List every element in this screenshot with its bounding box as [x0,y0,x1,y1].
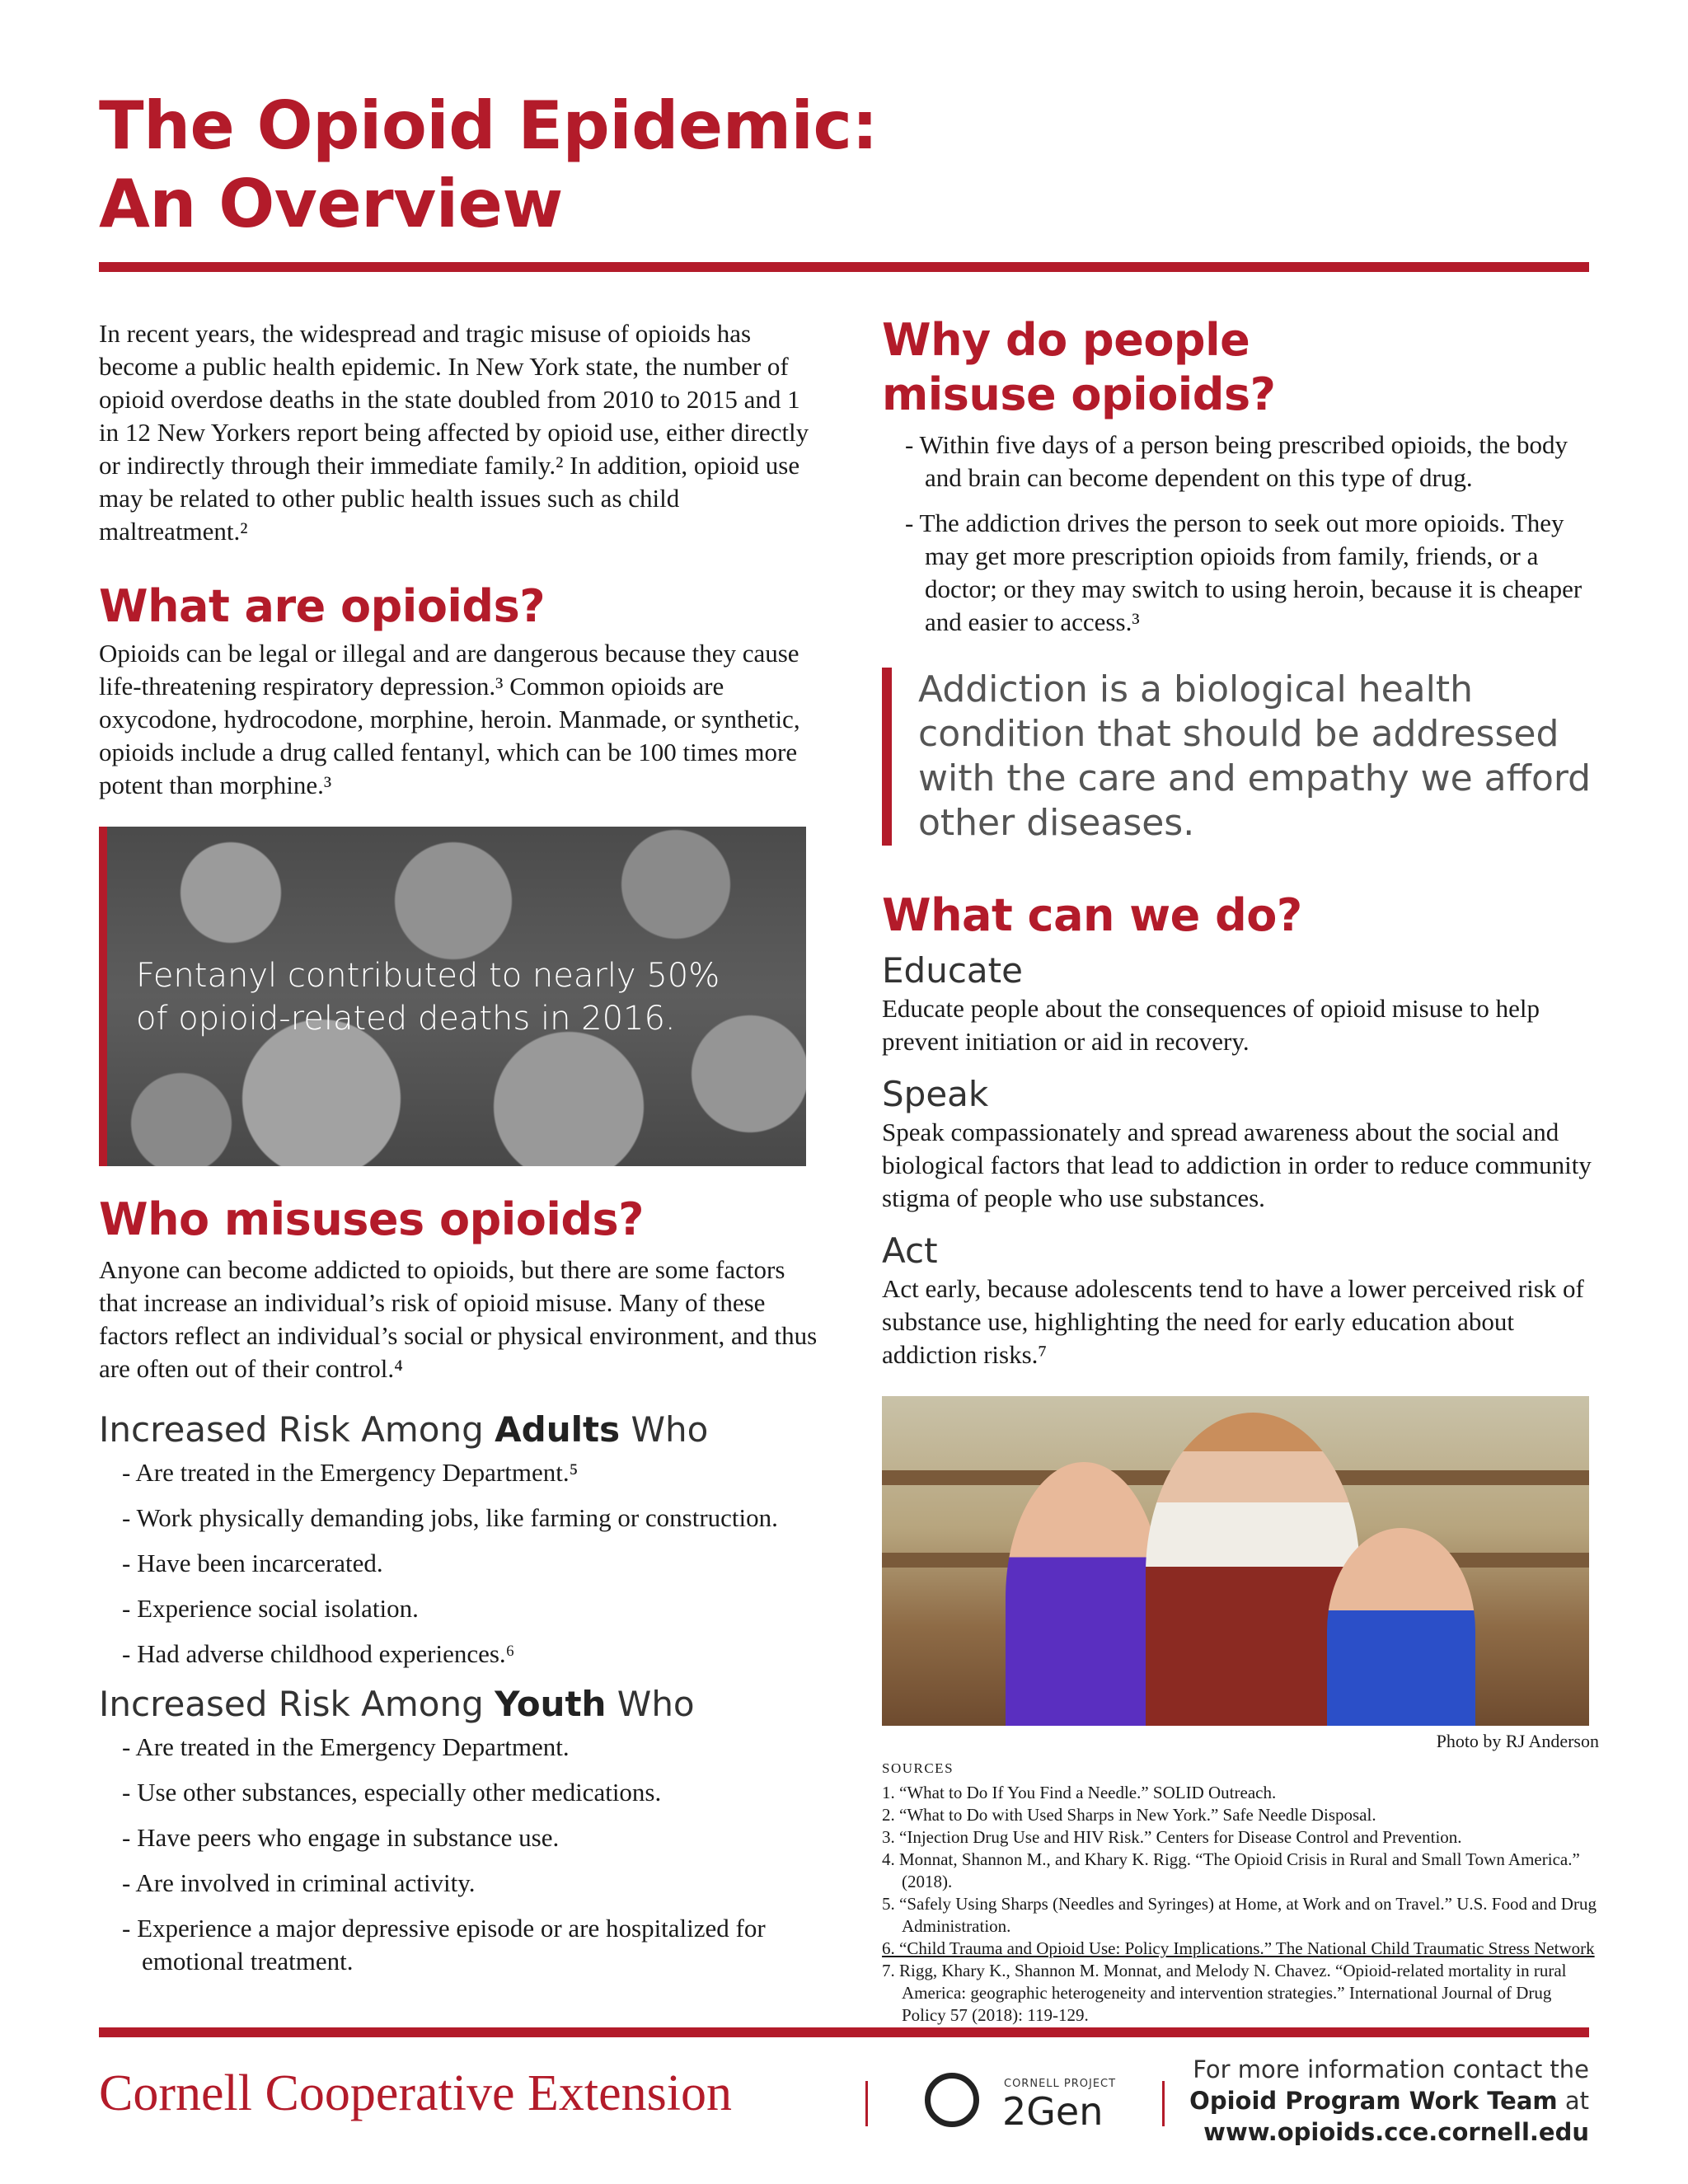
girl-left [1006,1462,1162,1726]
2gen-logo [925,2064,1131,2139]
contact-info [1189,2054,1589,2148]
list-item: - Are involved in criminal activity. [99,1867,824,1900]
act-subheading: Act [882,1230,938,1271]
caption-line-1: Fentanyl contributed to nearly 50% [136,957,720,995]
footer-divider [1162,2081,1165,2126]
2gen-small-text: CORNELL PROJECT [1004,2078,1117,2090]
adults-risk-heading [99,1408,824,1451]
why-heading-line-2: misuse opioids? [882,368,1276,420]
source-item: 1. “What to Do If You Find a Needle.” SOLID Outreach. [882,1783,1277,1802]
source-item[interactable]: 6. “Child Trauma and Opioid Use: Policy Implications.” The National Child Traumatic Stress Network [882,1938,1595,1958]
youth-heading-suffix: Who [606,1684,695,1724]
contact-team: Opioid Program Work Team [1189,2087,1558,2115]
why-heading-line-1: Why do people [882,314,1250,366]
list-item: - Are treated in the Emergency Department. [99,1731,824,1764]
source-item: 3. “Injection Drug Use and HIV Risk.” Centers for Disease Control and Prevention. [882,1827,1462,1847]
left-column [99,317,824,1990]
girl-right [1327,1528,1475,1726]
list-item: - Within five days of a person being prescribed opioids, the body and brain can become dependent on this type of drug. [882,429,1599,494]
2gen-circle-icon [925,2073,979,2127]
caption-line-2: of opioid-related deaths in 2016. [136,1000,676,1038]
educate-body: Educate people about the consequences of opioid misuse to help prevent initiation or aid in recovery. [882,994,1540,1056]
why-misuse-list [882,429,1599,639]
list-item: - Have peers who engage in substance use. [99,1821,824,1854]
pills-photo-caption [136,954,720,1040]
list-item: - Work physically demanding jobs, like farming or construction. [99,1502,824,1535]
title-line-2: An Overview [99,166,563,242]
speak-subheading: Speak [882,1074,989,1114]
footer-divider [865,2081,868,2126]
pull-quote: Addiction is a biological health condition that should be addressed with the care and empathy we afford other diseases. [882,668,1599,846]
who-misuses-body: Anyone can become addicted to opioids, but there are some factors that increase an individual’s risk of opioid misuse. Many of these factors reflect an individual’s social or physical environment, and thus are often out of their control.⁴ [99,1255,818,1383]
adults-heading-bold: Adults [495,1409,621,1450]
title-line-1: The Opioid Epidemic: [99,87,878,164]
intro-paragraph: In recent years, the widespread and tragic misuse of opioids has become a public health epidemic. In New York state, the number of opioid overdose deaths in the state doubled from 2010 to 2015 and 1 in 12 New Yorkers report being affected by opioid use, either directly or indirectly through their immediate family.² In addition, opioid use may be related to other public health issues such as child maltreatment.² [99,319,809,546]
list-item: - Are treated in the Emergency Department.⁵ [99,1456,824,1489]
contact-at: at [1557,2087,1589,2115]
adults-risk-list [99,1456,824,1671]
list-item: - Experience a major depressive episode or are hospitalized for emotional treatment. [99,1912,824,1978]
why-misuse-heading [882,313,1599,422]
sources-heading: SOURCES [882,1760,954,1776]
list-item: - Experience social isolation. [99,1592,824,1625]
list-item: - Have been incarcerated. [99,1547,824,1580]
adults-heading-prefix: Increased Risk Among [99,1409,495,1450]
library-photo [882,1396,1589,1726]
who-misuses-heading: Who misuses opioids? [99,1193,644,1245]
footer-rule [99,2027,1589,2037]
list-item: - Had adverse childhood experiences.⁶ [99,1638,824,1671]
youth-heading-prefix: Increased Risk Among [99,1684,495,1724]
page-title [99,87,1418,243]
list-item: - The addiction drives the person to seek out more opioids. They may get more prescription opioids from family, friends, or a doctor; or they may switch to using heroin, because it is cheaper and easier to access.³ [882,507,1599,639]
educate-subheading: Educate [882,950,1023,991]
contact-line-1: For more information contact the [1193,2055,1589,2083]
sources-list [882,1782,1599,2027]
what-can-we-do-heading: What can we do? [882,889,1302,941]
speak-body: Speak compassionately and spread awareness about the social and biological factors that lead to addiction in order to reduce community stigma of people who use substances. [882,1118,1592,1212]
source-item: 5. “Safely Using Sharps (Needles and Syringes) at Home, at Work and on Travel.” U.S. Food and Drug Administration. [882,1894,1597,1936]
youth-risk-heading [99,1683,824,1726]
youth-heading-bold: Youth [495,1684,607,1724]
cornell-cooperative-extension-logo: Cornell Cooperative Extension [99,2065,732,2121]
what-are-opioids-heading: What are opioids? [99,580,546,632]
source-item: 4. Monnat, Shannon M., and Khary K. Rigg. “The Opioid Crisis in Rural and Small Town America.” (2018). [882,1849,1580,1891]
2gen-big-text: 2Gen [1002,2089,1104,2134]
right-column [882,313,1599,2027]
photo-credit: Photo by RJ Anderson [1436,1731,1599,1751]
source-item: 7. Rigg, Khary K., Shannon M. Monnat, and Melody N. Chavez. “Opioid-related mortality in rural America: geographic heterogeneity and intervention strategies.” International Journal of Drug Policy 57 (2018): 119-129. [882,1961,1567,2025]
header-rule [99,262,1589,272]
source-item: 2. “What to Do with Used Sharps in New York.” Safe Needle Disposal. [882,1805,1376,1825]
list-item: - Use other substances, especially other medications. [99,1776,824,1809]
adults-heading-suffix: Who [620,1409,709,1450]
contact-url-link[interactable]: www.opioids.cce.cornell.edu [1203,2118,1589,2146]
what-are-opioids-body: Opioids can be legal or illegal and are dangerous because they cause life-threatening respiratory depression.³ Common opioids are oxycodone, hydrocodone, morphine, heroin. Manmade, or synthetic, opioids include a drug called fentanyl, which can be 100 times more potent than morphine.³ [99,639,800,799]
pills-photo [99,827,806,1166]
act-body: Act early, because adolescents tend to have a lower perceived risk of substance use, highlighting the need for early education about addiction risks.⁷ [882,1274,1584,1369]
youth-risk-list [99,1731,824,1978]
